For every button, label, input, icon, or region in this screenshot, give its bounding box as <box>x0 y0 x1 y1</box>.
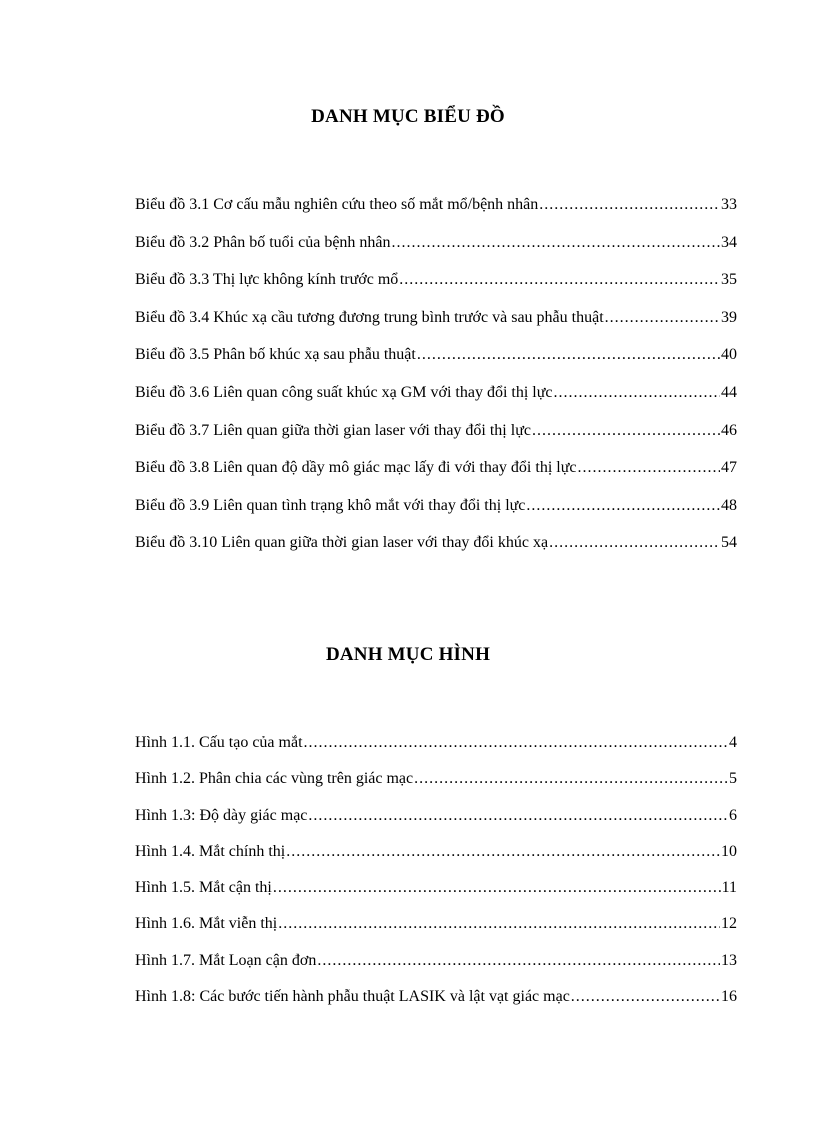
toc-entry-page: 33 <box>721 196 737 213</box>
toc-entry-page: 40 <box>721 346 737 364</box>
toc-entry-label: Biểu đồ 3.9 Liên quan tình trạng khô mắt với thay đổi thị lực <box>135 496 526 514</box>
toc-entry-figure-1-4[interactable] <box>135 841 737 877</box>
dot-leader <box>605 307 720 329</box>
toc-entry-page: 47 <box>721 459 737 477</box>
toc-entry-label: Biểu đồ 3.1 Cơ cấu mẫu nghiên cứu theo số mắt mổ/bệnh nhân <box>135 196 539 213</box>
toc-entry-label: Hình 1.1. Cấu tạo của mắt <box>135 734 303 751</box>
dot-leader <box>304 732 728 754</box>
toc-entry-figure-1-6[interactable] <box>135 913 737 949</box>
toc-entry-label: Biểu đồ 3.4 Khúc xạ cầu tương đương trung bình trước và sau phẫu thuật <box>135 308 604 326</box>
figures-list <box>135 732 737 1022</box>
toc-entry-chart-3-5[interactable] <box>135 344 737 382</box>
toc-entry-label: Hình 1.2. Phân chia các vùng trên giác mạc <box>135 770 414 788</box>
toc-entry-label: Hình 1.5. Mắt cận thị <box>135 879 272 897</box>
toc-entry-page: 54 <box>721 534 737 552</box>
toc-entry-chart-3-7[interactable] <box>135 420 737 458</box>
toc-entry-label: Hình 1.3: Độ dày giác mạc <box>135 806 308 824</box>
dot-leader <box>577 457 720 479</box>
toc-entry-label: Hình 1.8: Các bước tiến hành phẫu thuật LASIK và lật vạt giác mạc <box>135 988 570 1006</box>
dot-leader <box>571 986 720 1008</box>
dot-leader <box>417 344 720 366</box>
dot-leader <box>273 877 721 899</box>
toc-entry-chart-3-10[interactable] <box>135 532 737 570</box>
dot-leader <box>278 913 720 935</box>
toc-entry-page: 11 <box>721 879 737 897</box>
toc-entry-page: 13 <box>721 951 737 969</box>
toc-entry-chart-3-9[interactable] <box>135 495 737 533</box>
toc-entry-figure-1-7[interactable] <box>135 950 737 986</box>
dot-leader <box>308 805 728 827</box>
toc-entry-figure-1-8[interactable] <box>135 986 737 1022</box>
toc-entry-label: Biểu đồ 3.7 Liên quan giữa thời gian laser với thay đổi thị lực <box>135 421 531 439</box>
toc-entry-page: 6 <box>729 806 737 824</box>
toc-entry-label: Hình 1.6. Mắt viễn thị <box>135 915 278 933</box>
dot-leader <box>526 495 720 517</box>
toc-entry-label: Hình 1.7. Mắt Loạn cận đơn <box>135 951 317 969</box>
dot-leader <box>392 232 720 254</box>
toc-entry-page: 46 <box>721 421 737 439</box>
toc-entry-page: 16 <box>721 988 737 1006</box>
toc-entry-label: Biểu đồ 3.2 Phân bố tuổi của bệnh nhân <box>135 233 391 251</box>
toc-entry-page: 34 <box>721 233 737 251</box>
toc-entry-page: 10 <box>721 842 737 860</box>
figures-list-title: DANH MỤC HÌNH <box>325 644 491 665</box>
toc-entry-page: 39 <box>721 308 737 326</box>
dot-leader <box>286 841 720 863</box>
toc-entry-figure-1-5[interactable] <box>135 877 737 913</box>
charts-list-title: DANH MỤC BIỂU ĐỒ <box>311 106 505 127</box>
toc-entry-figure-1-1[interactable] <box>135 732 737 768</box>
toc-entry-page: 44 <box>721 383 737 401</box>
toc-entry-figure-1-2[interactable] <box>135 768 737 804</box>
toc-entry-chart-3-6[interactable] <box>135 382 737 420</box>
dot-leader <box>317 950 720 972</box>
toc-entry-chart-3-1[interactable] <box>135 194 737 232</box>
toc-entry-label: Hình 1.4. Mắt chính thị <box>135 842 286 860</box>
toc-entry-chart-3-3[interactable] <box>135 269 737 307</box>
dot-leader <box>414 768 728 790</box>
toc-entry-page: 35 <box>721 271 737 289</box>
dot-leader <box>532 420 720 442</box>
toc-entry-label: Biểu đồ 3.3 Thị lực không kính trước mổ <box>135 271 399 289</box>
toc-entry-label: Biểu đồ 3.10 Liên quan giữa thời gian laser với thay đổi khúc xạ <box>135 534 549 552</box>
toc-entry-page: 12 <box>721 915 737 933</box>
dot-leader <box>549 532 720 554</box>
dot-leader <box>399 269 720 291</box>
toc-entry-label: Biểu đồ 3.6 Liên quan công suất khúc xạ GM với thay đổi thị lực <box>135 383 553 401</box>
toc-entry-figure-1-3[interactable] <box>135 805 737 841</box>
toc-entry-chart-3-4[interactable] <box>135 307 737 345</box>
dot-leader <box>539 194 720 216</box>
toc-entry-page: 5 <box>729 770 737 788</box>
dot-leader <box>554 382 720 404</box>
toc-entry-chart-3-2[interactable] <box>135 232 737 270</box>
toc-entry-label: Biểu đồ 3.8 Liên quan độ dầy mô giác mạc lấy đi với thay đổi thị lực <box>135 459 577 477</box>
toc-entry-chart-3-8[interactable] <box>135 457 737 495</box>
toc-entry-page: 4 <box>729 734 737 751</box>
toc-entry-page: 48 <box>721 496 737 514</box>
charts-list <box>135 194 737 570</box>
toc-entry-label: Biểu đồ 3.5 Phân bố khúc xạ sau phẫu thuật <box>135 346 416 364</box>
